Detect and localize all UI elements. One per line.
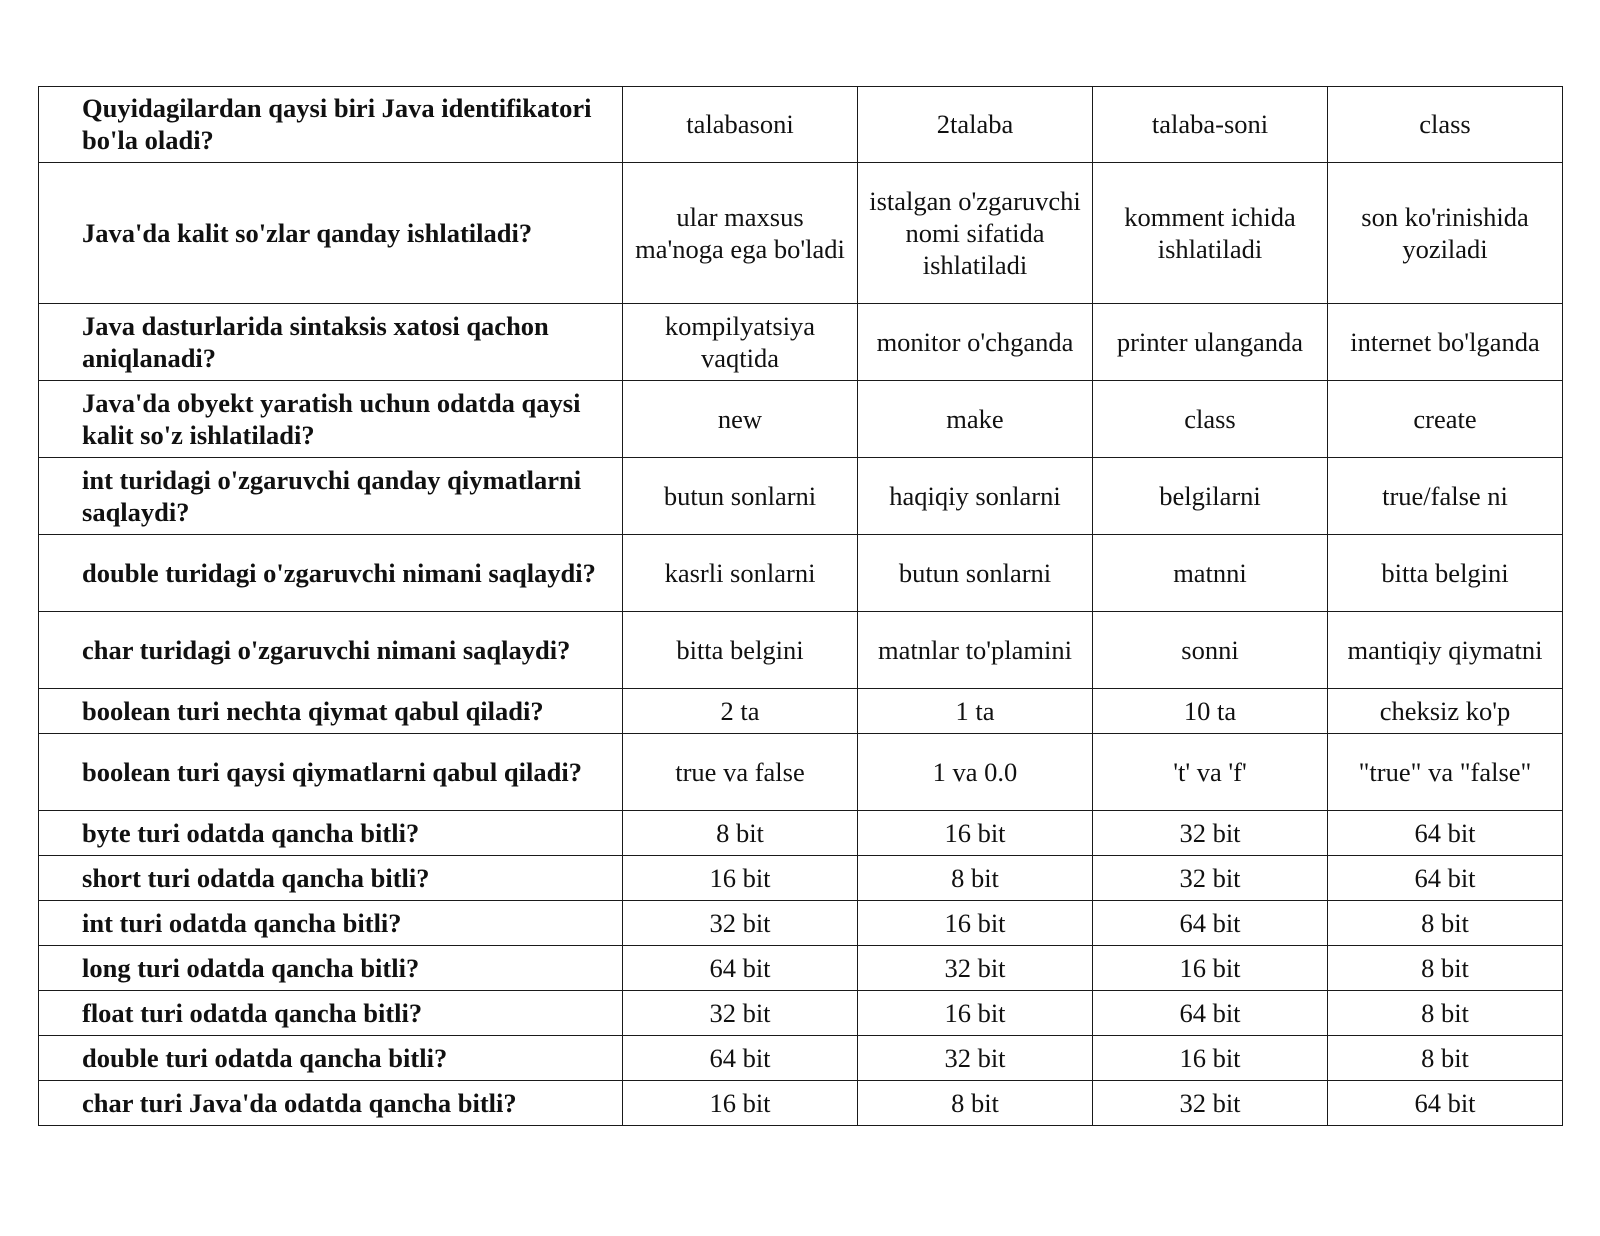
- table-row: [39, 946, 1563, 991]
- option-cell: komment ichida ishlatiladi: [1093, 163, 1328, 304]
- question-cell: char turi Java'da odatda qancha bitli?: [39, 1081, 623, 1126]
- question-cell: byte turi odatda qancha bitli?: [39, 811, 623, 856]
- question-cell: boolean turi nechta qiymat qabul qiladi?: [39, 689, 623, 734]
- question-cell: Java dasturlarida sintaksis xatosi qachon aniqlanadi?: [39, 304, 623, 381]
- option-cell: 8 bit: [1328, 901, 1563, 946]
- question-cell: long turi odatda qancha bitli?: [39, 946, 623, 991]
- option-cell: 32 bit: [1093, 811, 1328, 856]
- option-cell: kasrli sonlarni: [623, 535, 858, 612]
- option-cell: 32 bit: [623, 901, 858, 946]
- option-cell: kompilyatsiya vaqtida: [623, 304, 858, 381]
- question-cell: boolean turi qaysi qiymatlarni qabul qiladi?: [39, 734, 623, 811]
- option-cell: bitta belgini: [623, 612, 858, 689]
- option-cell: true va false: [623, 734, 858, 811]
- option-cell: 64 bit: [623, 946, 858, 991]
- option-cell: 64 bit: [1328, 811, 1563, 856]
- table-row: [39, 381, 1563, 458]
- table-row: [39, 734, 1563, 811]
- option-cell: 64 bit: [1093, 901, 1328, 946]
- option-cell: 't' va 'f': [1093, 734, 1328, 811]
- table-row: [39, 811, 1563, 856]
- option-cell: 2 ta: [623, 689, 858, 734]
- question-cell: Java'da obyekt yaratish uchun odatda qaysi kalit so'z ishlatiladi?: [39, 381, 623, 458]
- option-cell: 16 bit: [623, 1081, 858, 1126]
- option-cell: 32 bit: [1093, 1081, 1328, 1126]
- option-cell: 16 bit: [1093, 1036, 1328, 1081]
- table-row: [39, 1036, 1563, 1081]
- option-cell: ular maxsus ma'noga ega bo'ladi: [623, 163, 858, 304]
- option-cell: matnlar to'plamini: [858, 612, 1093, 689]
- option-cell: true/false ni: [1328, 458, 1563, 535]
- option-cell: talaba-soni: [1093, 87, 1328, 163]
- table-row: [39, 856, 1563, 901]
- option-cell: 2talaba: [858, 87, 1093, 163]
- option-cell: istalgan o'zgaruvchi nomi sifatida ishlatiladi: [858, 163, 1093, 304]
- option-cell: 8 bit: [858, 856, 1093, 901]
- table-row: [39, 163, 1563, 304]
- option-cell: 16 bit: [858, 991, 1093, 1036]
- table-row: [39, 87, 1563, 163]
- option-cell: internet bo'lganda: [1328, 304, 1563, 381]
- option-cell: butun sonlarni: [623, 458, 858, 535]
- option-cell: cheksiz ko'p: [1328, 689, 1563, 734]
- quiz-table: [38, 86, 1563, 1126]
- option-cell: butun sonlarni: [858, 535, 1093, 612]
- option-cell: monitor o'chganda: [858, 304, 1093, 381]
- question-cell: int turidagi o'zgaruvchi qanday qiymatlarni saqlaydi?: [39, 458, 623, 535]
- option-cell: 8 bit: [1328, 1036, 1563, 1081]
- option-cell: talabasoni: [623, 87, 858, 163]
- option-cell: 1 ta: [858, 689, 1093, 734]
- option-cell: mantiqiy qiymatni: [1328, 612, 1563, 689]
- question-cell: char turidagi o'zgaruvchi nimani saqlaydi?: [39, 612, 623, 689]
- question-cell: Java'da kalit so'zlar qanday ishlatiladi?: [39, 163, 623, 304]
- option-cell: 8 bit: [858, 1081, 1093, 1126]
- option-cell: 16 bit: [1093, 946, 1328, 991]
- question-cell: double turi odatda qancha bitli?: [39, 1036, 623, 1081]
- option-cell: bitta belgini: [1328, 535, 1563, 612]
- option-cell: 64 bit: [1328, 1081, 1563, 1126]
- option-cell: 8 bit: [1328, 946, 1563, 991]
- option-cell: 10 ta: [1093, 689, 1328, 734]
- option-cell: 16 bit: [623, 856, 858, 901]
- option-cell: 8 bit: [1328, 991, 1563, 1036]
- table-row: [39, 304, 1563, 381]
- table-row: [39, 901, 1563, 946]
- table-row: [39, 1081, 1563, 1126]
- option-cell: 16 bit: [858, 811, 1093, 856]
- option-cell: 64 bit: [1328, 856, 1563, 901]
- question-cell: Quyidagilardan qaysi biri Java identifikatori bo'la oladi?: [39, 87, 623, 163]
- question-cell: int turi odatda qancha bitli?: [39, 901, 623, 946]
- option-cell: 8 bit: [623, 811, 858, 856]
- option-cell: create: [1328, 381, 1563, 458]
- table-row: [39, 689, 1563, 734]
- table-row: [39, 612, 1563, 689]
- option-cell: "true" va "false": [1328, 734, 1563, 811]
- table-row: [39, 991, 1563, 1036]
- question-cell: short turi odatda qancha bitli?: [39, 856, 623, 901]
- question-cell: float turi odatda qancha bitli?: [39, 991, 623, 1036]
- option-cell: 16 bit: [858, 901, 1093, 946]
- option-cell: 32 bit: [623, 991, 858, 1036]
- option-cell: matnni: [1093, 535, 1328, 612]
- option-cell: 64 bit: [1093, 991, 1328, 1036]
- option-cell: class: [1328, 87, 1563, 163]
- table-row: [39, 535, 1563, 612]
- option-cell: 32 bit: [858, 1036, 1093, 1081]
- option-cell: 32 bit: [858, 946, 1093, 991]
- option-cell: 64 bit: [623, 1036, 858, 1081]
- option-cell: son ko'rinishida yoziladi: [1328, 163, 1563, 304]
- option-cell: new: [623, 381, 858, 458]
- option-cell: make: [858, 381, 1093, 458]
- option-cell: printer ulanganda: [1093, 304, 1328, 381]
- option-cell: haqiqiy sonlarni: [858, 458, 1093, 535]
- option-cell: class: [1093, 381, 1328, 458]
- option-cell: 1 va 0.0: [858, 734, 1093, 811]
- option-cell: sonni: [1093, 612, 1328, 689]
- table-row: [39, 458, 1563, 535]
- option-cell: belgilarni: [1093, 458, 1328, 535]
- option-cell: 32 bit: [1093, 856, 1328, 901]
- question-cell: double turidagi o'zgaruvchi nimani saqlaydi?: [39, 535, 623, 612]
